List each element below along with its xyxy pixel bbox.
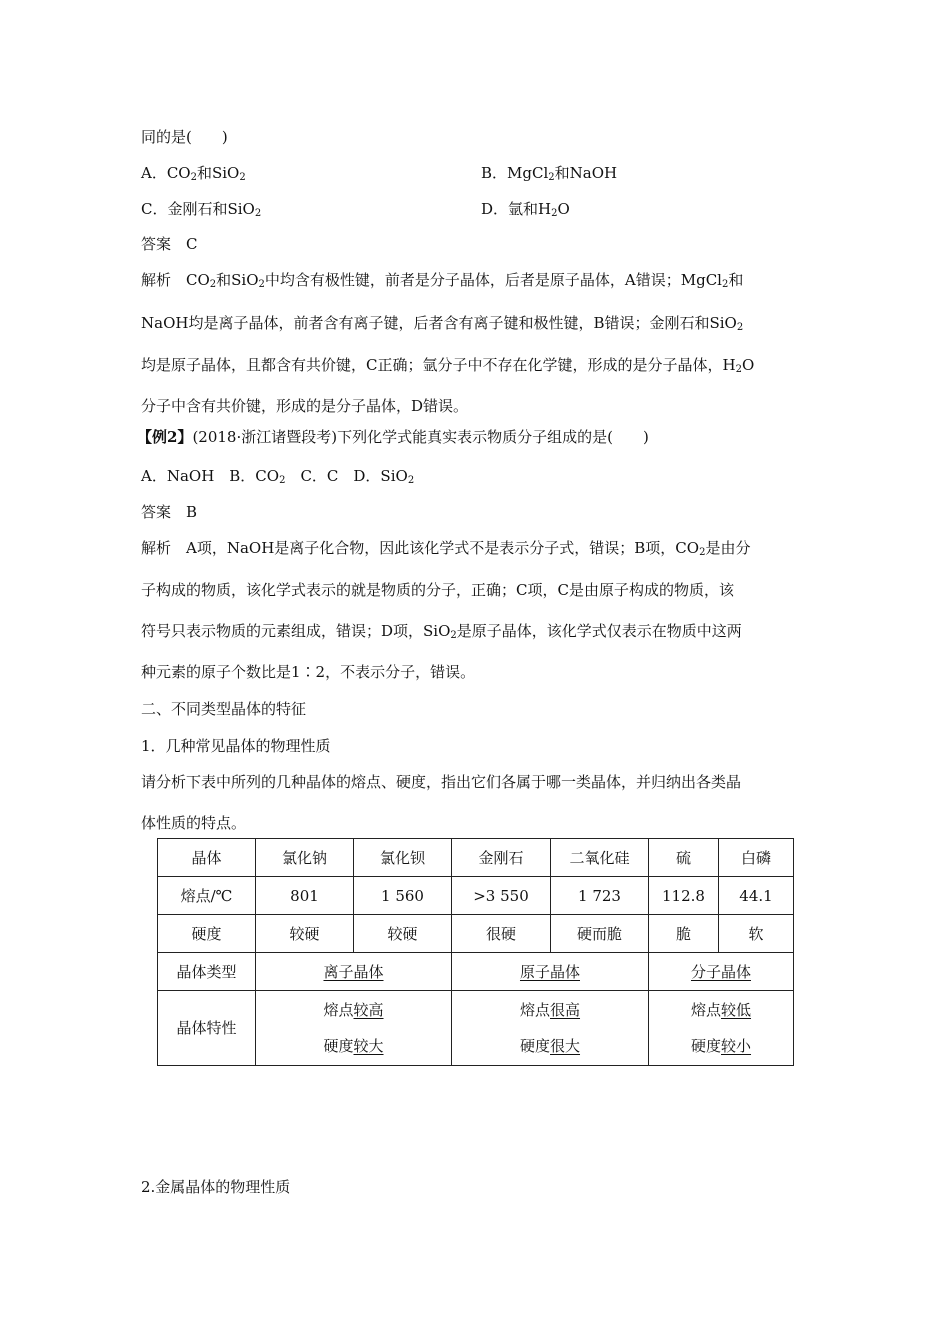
analysis-line-4: 分子中含有共价键，形成的是分子晶体，D错误。 xyxy=(141,397,469,415)
table-cell: 1 560 xyxy=(354,877,452,915)
header-cell: 晶体 xyxy=(158,839,256,877)
feature-hardness: 硬度较小 xyxy=(690,1037,752,1055)
header-cell: 金刚石 xyxy=(452,839,551,877)
analysis-line-2: NaOH均是离子晶体，前者含有离子键，后者含有离子键和极性键，B错误；金刚石和SiO$_2$ xyxy=(141,314,744,333)
header-cell: 氯化钠 xyxy=(256,839,354,877)
analysis-line-3: 均是原子晶体，且都含有共价键，C正确；氩分子中不存在化学键，形成的是分子晶体，$H_2O$ xyxy=(141,356,755,375)
analysis-line-1: 解析 $CO_2$和SiO$_2$中均含有极性键，前者是分子晶体，后者是原子晶体，A错误；MgCl$_2$和 xyxy=(141,271,744,290)
header-cell: 硫 xyxy=(649,839,719,877)
header-cell: 白磷 xyxy=(719,839,794,877)
feature-hardness: 硬度较大 xyxy=(323,1037,384,1055)
table-cell: 较硬 xyxy=(256,915,354,953)
table-header-row xyxy=(158,839,794,877)
subsection-1-title: 1．几种常见晶体的物理性质 xyxy=(141,737,331,755)
feature-melting-point: 熔点很高 xyxy=(519,1001,581,1019)
crystal-type-atomic: 原子晶体 xyxy=(519,962,580,981)
table-cell xyxy=(452,953,649,991)
table-row-melting-point xyxy=(158,877,794,915)
table-cell: 很硬 xyxy=(452,915,551,953)
section-heading: 二、不同类型晶体的特征 xyxy=(141,700,307,718)
header-cell: 二氧化硅 xyxy=(551,839,649,877)
intro-line-1: 请分析下表中所列的几种晶体的熔点、硬度，指出它们各属于哪一类晶体，并归纳出各类晶 xyxy=(141,773,742,791)
feature-melting-point: 熔点较高 xyxy=(323,1001,384,1019)
table-cell: 软 xyxy=(719,915,794,953)
table-cell: 脆 xyxy=(649,915,719,953)
question-stem-tail: 同的是( ) xyxy=(141,128,228,146)
table-cell: 较硬 xyxy=(354,915,452,953)
table-row-hardness xyxy=(158,915,794,953)
table-cell: 44.1 xyxy=(719,877,794,915)
feature-hardness: 硬度很大 xyxy=(519,1037,581,1055)
row-label: 熔点/℃ xyxy=(158,877,256,915)
table-cell: 硬而脆 xyxy=(551,915,649,953)
table-cell xyxy=(649,991,794,1066)
table-cell xyxy=(256,953,452,991)
option-b: B．MgCl$_2$和NaOH xyxy=(481,164,618,183)
example-2-stem: 【例2】(2018·浙江诸暨段考)下列化学式能真实表示物质分子组成的是( ) xyxy=(137,428,649,446)
table-row-crystal-type xyxy=(158,953,794,991)
row-label: 晶体类型 xyxy=(158,953,256,991)
row-label: 硬度 xyxy=(158,915,256,953)
table-cell xyxy=(452,991,649,1066)
feature-melting-point: 熔点较低 xyxy=(690,1001,752,1019)
example-2-analysis-line-3: 符号只表示物质的元素组成，错误；D项，SiO$_2$是原子晶体，该化学式仅表示在物质中这两 xyxy=(141,622,742,641)
example-2-answer: 答案 B xyxy=(141,503,198,521)
table-cell: >3 550 xyxy=(452,877,551,915)
row-label: 晶体特性 xyxy=(158,991,256,1066)
table-cell: 1 723 xyxy=(551,877,649,915)
option-d: D．氩和$H_2O$ xyxy=(481,200,570,219)
option-a: A．$CO_2$和SiO$_2$ xyxy=(141,164,246,183)
header-cell: 氯化钡 xyxy=(354,839,452,877)
example-2-analysis-line-2: 子构成的物质，该化学式表示的就是物质的分子，正确；C项，C是由原子构成的物质，该 xyxy=(141,581,734,599)
crystal-type-ionic: 离子晶体 xyxy=(323,962,384,981)
table-cell: 801 xyxy=(256,877,354,915)
table-cell xyxy=(256,991,452,1066)
crystal-type-molecular: 分子晶体 xyxy=(690,962,751,981)
table-cell xyxy=(649,953,794,991)
intro-line-2: 体性质的特点。 xyxy=(141,814,247,832)
answer-line: 答案 C xyxy=(141,235,198,253)
option-c: C．金刚石和SiO$_2$ xyxy=(141,200,262,219)
table-row-crystal-features xyxy=(158,991,794,1066)
subsection-2-title: 2.金属晶体的物理性质 xyxy=(141,1178,291,1196)
table-cell: 112.8 xyxy=(649,877,719,915)
crystal-properties-table xyxy=(157,838,794,1066)
example-2-analysis-line-4: 种元素的原子个数比是1∶2，不表示分子，错误。 xyxy=(141,663,476,681)
example-2-options: A．NaOH B．$CO_2$ C．C D．SiO$_2$ xyxy=(141,467,415,486)
example-2-analysis-line-1: 解析 A项，NaOH是离子化合物，因此该化学式不是表示分子式，错误；B项，$CO_2$是由分 xyxy=(141,539,751,558)
